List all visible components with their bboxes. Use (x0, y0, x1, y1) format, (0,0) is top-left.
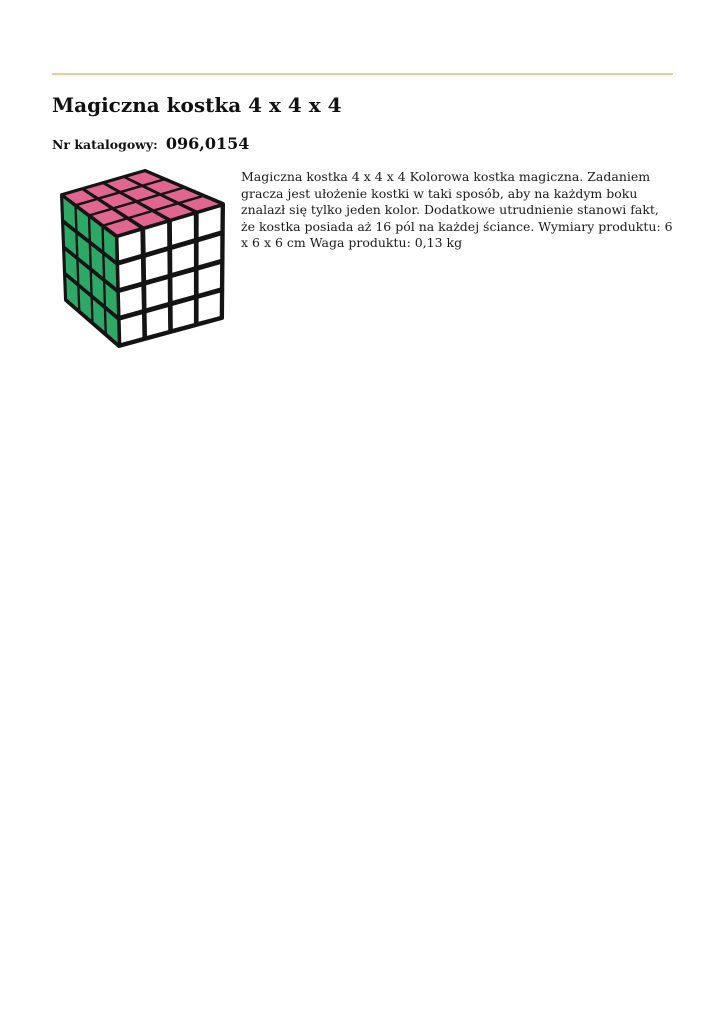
product-image (56, 168, 232, 350)
catalog-number-row (52, 134, 249, 153)
catalog-number-label: Nr katalogowy: (52, 137, 158, 152)
product-description: Magiczna kostka 4 x 4 x 4 Kolorowa kostka magiczna. Zadaniem gracza jest ułożenie kostki w taki sposób, aby na każdym boku znalazł się tylko jeden kolor. Dodatkowe utrudnienie stanowi fakt, że kostka posiada aż 16 pól na każdej ściance. Wymiary produktu: 6 x 6 x 6 cm Waga produktu: 0,13 kg (241, 169, 673, 251)
catalog-number-value: 096,0154 (165, 134, 250, 153)
product-title: Magiczna kostka 4 x 4 x 4 (52, 93, 342, 117)
header-divider (52, 73, 673, 75)
magic-cube-icon (56, 168, 232, 350)
